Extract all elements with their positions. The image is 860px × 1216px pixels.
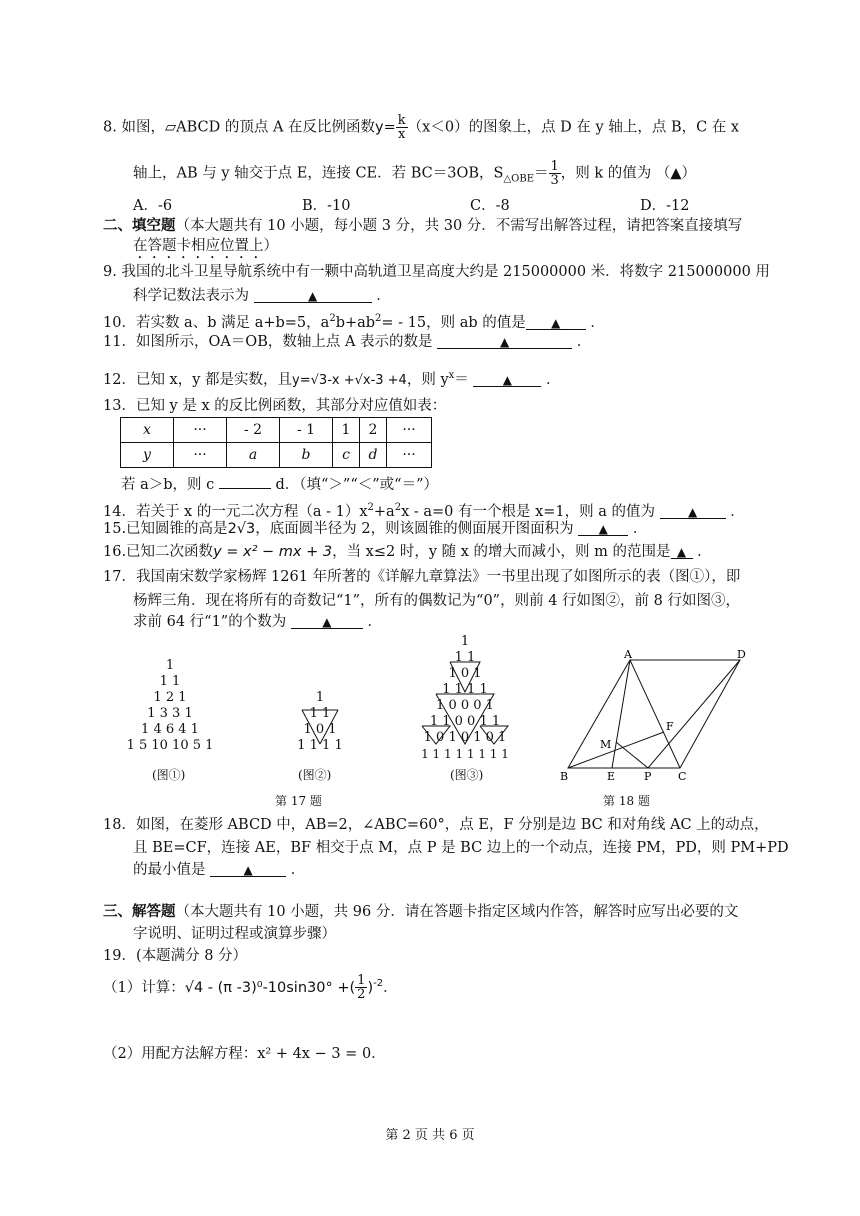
rhombus-figure <box>550 650 770 780</box>
q11-line: 11．如图所示，OA＝OB，数轴上点 A 表示的数是 ▲ ． <box>103 334 592 350</box>
q17-line2: 杨辉三角．现在将所有的奇数记“1”，所有的偶数记为“0”，则前 4 行如图②，前 8 行如图③， <box>133 593 740 609</box>
section3-header: 三、解答题（本大题共有 10 小题，共 96 分．请在答题卡指定区域内作答，解答时应写出必要的文 <box>103 903 739 920</box>
fig2-label: (图②) <box>298 768 332 782</box>
triangle-row: 1 3 3 1 <box>147 706 193 721</box>
section2-header: 二、填空题（本大题共有 10 小题，每小题 3 分，共 30 分．不需写出解答过程，请把答案直接填写 <box>103 217 743 234</box>
caption-q18: 第 18 题 <box>603 794 650 808</box>
point-label: E <box>607 770 616 780</box>
triangle-row: 1 4 6 4 1 <box>141 722 199 737</box>
q18-line2: 且 BE=CF，连接 AE，BF 相交于点 M，点 P 是 BC 边上的一个动点，连接 PM，PD，则 PM+PD <box>133 840 789 856</box>
triangle-row: 1 1 <box>454 650 476 665</box>
triangle-row: 1 1 1 1 <box>297 738 343 753</box>
q9-line2: 科学记数法表示为 ▲ ． <box>133 288 391 304</box>
triangle-row: 1 5 10 10 5 1 <box>126 738 214 753</box>
q17-line1: 17．我国南宋数学家杨辉 1261 年所著的《详解九章算法》一书里出现了如图所示的表（图①），即 <box>103 569 741 585</box>
section3-desc2: 字说明、证明过程或演算步骤） <box>133 926 336 942</box>
triangle-row: 1 0 1 0 1 0 1 <box>423 730 507 745</box>
triangle-row: 1 0 1 <box>448 666 482 681</box>
q14-line: 14．若关于 x 的一元二次方程$(a - 1)x^2+a^2x - a=0$ 有一个根是 x=1，则 a 的值为 ▲ ． <box>103 502 745 520</box>
point-label: P <box>644 770 652 780</box>
triangle-row: 1 <box>460 634 470 649</box>
triangle-row: 1 <box>315 690 325 705</box>
point-label: A <box>624 650 632 661</box>
q13-intro: 13．已知 y 是 x 的反比例函数，其部分对应值如表： <box>103 398 447 414</box>
q8-option-c: C．-8 <box>470 198 510 214</box>
section2-desc2: 在答题卡相应位置上） <box>133 238 278 254</box>
triangle-row: 1 1 <box>159 674 181 689</box>
caption-q17: 第 17 题 <box>275 794 322 808</box>
triangle-row: 1 1 <box>309 706 331 721</box>
q10-line: 10．若实数 a、b 满足 a+b=5，$a^2b+ab^2= - 15$，则 ab 的值是 ▲ ． <box>103 313 605 331</box>
q19-part1: （1）计算：√4 - (π -3)⁰-10sin30° +( $\frac{1}{2}$ )$^{-2}$． <box>103 973 398 1003</box>
triangle-row: 1 0 1 <box>303 722 337 737</box>
point-label: F <box>666 720 674 733</box>
triangle-row: 1 1 0 0 1 1 <box>429 714 501 729</box>
q19-head: 19．(本题满分 8 分） <box>103 948 248 964</box>
k-over-x: $\frac{k}{x}$ <box>397 113 406 142</box>
q8-option-b: B．-10 <box>302 198 351 214</box>
triangle-row: 1 1 1 1 1 1 1 1 <box>421 747 509 761</box>
q13-condition: 若 a＞b，则 c d．（填“＞”“＜”或“＝”） <box>121 472 438 495</box>
page-footer: 第 2 页 共 6 页 <box>385 1128 475 1143</box>
q16-line: 16.已知二次函数y = x² − mx + 3，当 x≤2 时，y 随 x 的增大而减小，则 m 的范围是 ▲ ． <box>103 544 712 560</box>
q18-line1: 18．如图，在菱形 ABCD 中，AB=2，∠ABC=60°，点 E，F 分别是边 BC 和对角线 AC 上的动点， <box>103 817 769 833</box>
q8-line1: 8. 如图，▱ABCD 的顶点 A 在反比例函数y= $\frac{k}{x}$ （x＜0）的图象上，点 D 在 y 轴上，点 B，C 在 x <box>103 113 740 142</box>
triangle-row: 1 0 0 0 1 <box>436 698 494 713</box>
point-label: D <box>737 650 746 661</box>
q15-line: 15.已知圆锥的高是2√3，底面圆半径为 2，则该圆锥的侧面展开图面积为 ▲ ． <box>103 521 648 537</box>
point-label: B <box>560 770 569 780</box>
triangle-row: 1 2 1 <box>153 690 187 705</box>
q19-part2: （2）用配方法解方程：x² + 4x − 3 = 0． <box>103 1046 386 1062</box>
q17-line3: 求前 64 行“1”的个数为 ▲ ． <box>133 614 382 630</box>
table-row: x ··· - 2 - 1 1 2 ··· <box>121 418 432 443</box>
fig3-label: (图③) <box>450 768 484 782</box>
q8-line2: 轴上，AB 与 y 轴交于点 E，连接 CE．若 BC＝3OB，$S_{\triangle OBE}=$ $\frac{1}{3}$ ，则 k 的值为 （▲） <box>133 159 697 188</box>
q18-line3: 的最小值是 ▲ ． <box>133 862 306 878</box>
value-table <box>120 417 432 468</box>
section3-title: 三、解答题 <box>103 903 176 920</box>
point-label: C <box>678 770 687 780</box>
q9-line1: 9. 我国的北斗卫星导航系统中有一颗中高轨道卫星高度大约是 215000000 米．将数字 215000000 用 <box>103 264 770 280</box>
q12-line: 12．已知 x，y 都是实数，且y=√3-x +√x-3 +4，则 $y^x=$ ▲ ． <box>103 370 561 388</box>
section2-title: 二、填空题 <box>103 217 176 234</box>
triangle-row: 1 <box>165 658 175 673</box>
q8-option-a: A．-6 <box>133 198 173 214</box>
q8-option-d: D．-12 <box>640 198 690 214</box>
fig1-label: (图①) <box>152 768 186 782</box>
table-row: y ··· a b c d ··· <box>121 443 432 468</box>
triangle-row: 1 1 1 1 <box>442 682 488 697</box>
point-label: M <box>600 738 612 751</box>
